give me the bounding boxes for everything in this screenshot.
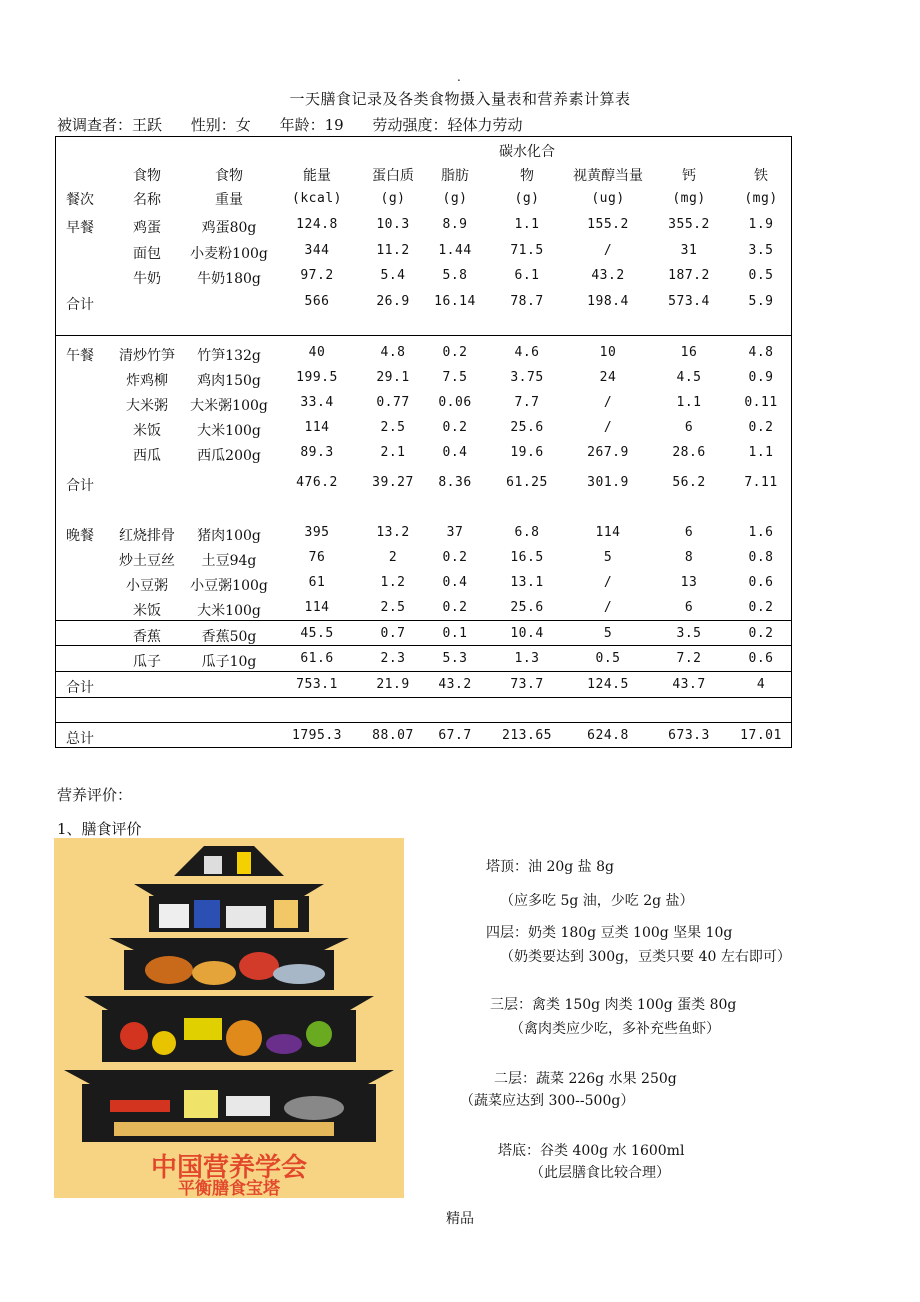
header-protein-1: 蛋白质 (372, 168, 414, 184)
table-cell-iron: 3.5 (748, 243, 774, 258)
header-calcium-1: 钙 (682, 168, 696, 184)
header-retinol-1: 视黄醇当量 (573, 168, 643, 184)
table-cell-retinol: 5 (603, 550, 613, 565)
subject-name: 被调查者：王跃 (57, 116, 163, 134)
table-cell-iron: 5.9 (748, 294, 774, 309)
table-cell-name: 小豆粥 (126, 578, 168, 594)
pyramid-legend-line: （奶类要达到 300g，豆类只要 40 左右即可） (500, 949, 791, 965)
header-food-name-2: 名称 (133, 192, 161, 208)
table-cell-energy: 199.5 (296, 370, 338, 385)
table-cell-fat: 43.2 (438, 677, 472, 692)
table-cell-energy: 476.2 (296, 475, 338, 490)
table-cell-energy: 33.4 (300, 395, 334, 410)
header-retinol-2: (ug) (591, 191, 625, 206)
table-cell-protein: 2.1 (380, 445, 406, 460)
table-cell-fat: 8.36 (438, 475, 472, 490)
table-cell-carb: 61.25 (506, 475, 548, 490)
table-cell-energy: 45.5 (300, 626, 334, 641)
table-cell-fat: 7.5 (442, 370, 468, 385)
table-cell-fat: 5.3 (442, 651, 468, 666)
table-cell-protein: 10.3 (376, 217, 410, 232)
table-cell-name: 米饭 (133, 603, 161, 619)
table-cell-meal: 午餐 (66, 348, 94, 364)
table-cell-calcium: 31 (680, 243, 698, 258)
table-cell-iron: 0.6 (748, 575, 774, 590)
table-cell-retinol: / (603, 395, 613, 410)
subject-gender: 性别：女 (190, 116, 251, 134)
table-cell-protein: 2.5 (380, 600, 406, 615)
table-cell-protein: 2 (388, 550, 398, 565)
table-cell-fat: 0.1 (442, 626, 468, 641)
table-cell-protein: 1.2 (380, 575, 406, 590)
table-cell-carb: 213.65 (502, 728, 552, 743)
table-cell-fat: 5.8 (442, 268, 468, 283)
table-cell-name: 红烧排骨 (119, 528, 175, 544)
table-cell-iron: 4.8 (748, 345, 774, 360)
table-cell-iron: 0.11 (744, 395, 778, 410)
table-cell-energy: 114 (304, 600, 330, 615)
table-cell-fat: 0.2 (442, 345, 468, 360)
table-cell-carb: 25.6 (510, 420, 544, 435)
header-fat-1: 脂肪 (441, 168, 469, 184)
divider-blank (56, 697, 791, 698)
page-title: 一天膳食记录及各类食物摄入量表和营养素计算表 (289, 90, 631, 108)
table-cell-name: 鸡蛋 (133, 220, 161, 236)
table-cell-meal: 合计 (66, 680, 94, 696)
table-cell-iron: 0.8 (748, 550, 774, 565)
table-cell-weight: 土豆94g (201, 553, 257, 569)
pyramid-legend-line: 三层：禽类 150g 肉类 100g 蛋类 80g (490, 997, 737, 1013)
table-cell-fat: 0.4 (442, 575, 468, 590)
table-cell-protein: 21.9 (376, 677, 410, 692)
table-cell-iron: 7.11 (744, 475, 778, 490)
table-cell-energy: 344 (304, 243, 330, 258)
divider-banana (56, 620, 791, 621)
footer-label: 精品 (446, 1211, 474, 1227)
table-cell-carb: 4.6 (514, 345, 540, 360)
table-cell-energy: 124.8 (296, 217, 338, 232)
table-cell-calcium: 355.2 (668, 217, 710, 232)
table-cell-carb: 3.75 (510, 370, 544, 385)
table-cell-protein: 88.07 (372, 728, 414, 743)
table-cell-fat: 0.2 (442, 420, 468, 435)
table-cell-energy: 61 (308, 575, 326, 590)
table-cell-iron: 1.9 (748, 217, 774, 232)
table-cell-energy: 114 (304, 420, 330, 435)
table-cell-energy: 76 (308, 550, 326, 565)
table-cell-carb: 73.7 (510, 677, 544, 692)
table-cell-energy: 566 (304, 294, 330, 309)
pyramid-legend-line: （应多吃 5g 油，少吃 2g 盐） (500, 893, 694, 909)
table-cell-name: 清炒竹笋 (119, 348, 175, 364)
table-cell-name: 米饭 (133, 423, 161, 439)
header-iron-1: 铁 (754, 168, 768, 184)
table-cell-retinol: 10 (599, 345, 617, 360)
table-cell-retinol: 124.5 (587, 677, 629, 692)
table-cell-retinol: 624.8 (587, 728, 629, 743)
table-cell-weight: 小麦粉100g (190, 246, 268, 262)
header-meal: 餐次 (66, 192, 94, 208)
table-cell-energy: 753.1 (296, 677, 338, 692)
table-cell-iron: 4 (756, 677, 766, 692)
table-cell-protein: 5.4 (380, 268, 406, 283)
table-cell-fat: 1.44 (438, 243, 472, 258)
table-cell-weight: 竹笋132g (197, 348, 261, 364)
table-cell-protein: 0.77 (376, 395, 410, 410)
table-cell-calcium: 28.6 (672, 445, 706, 460)
table-cell-retinol: / (603, 575, 613, 590)
pyramid-legend-line: 二层：蔬菜 226g 水果 250g (494, 1071, 677, 1087)
table-cell-carb: 19.6 (510, 445, 544, 460)
table-cell-calcium: 187.2 (668, 268, 710, 283)
table-cell-weight: 大米100g (197, 603, 261, 619)
table-cell-protein: 13.2 (376, 525, 410, 540)
pyramid-legend-line: （蔬菜应达到 300--500g） (460, 1093, 635, 1109)
table-cell-calcium: 6 (684, 600, 694, 615)
pyramid-legend-line: 四层：奶类 180g 豆类 100g 坚果 10g (486, 925, 733, 941)
table-cell-calcium: 43.7 (672, 677, 706, 692)
table-cell-retinol: 155.2 (587, 217, 629, 232)
table-cell-iron: 0.5 (748, 268, 774, 283)
table-cell-retinol: 5 (603, 626, 613, 641)
table-cell-fat: 0.2 (442, 550, 468, 565)
divider-dinner-total (56, 671, 791, 672)
table-cell-carb: 16.5 (510, 550, 544, 565)
pyramid-legend-line: 塔底：谷类 400g 水 1600ml (498, 1143, 685, 1159)
table-cell-calcium: 16 (680, 345, 698, 360)
table-cell-name: 面包 (133, 246, 161, 262)
table-cell-protein: 11.2 (376, 243, 410, 258)
table-cell-energy: 1795.3 (292, 728, 342, 743)
header-fat-2: (g) (442, 191, 468, 206)
table-cell-iron: 17.01 (740, 728, 782, 743)
table-cell-meal: 晚餐 (66, 528, 94, 544)
table-cell-retinol: / (603, 600, 613, 615)
table-cell-retinol: / (603, 420, 613, 435)
table-cell-retinol: 198.4 (587, 294, 629, 309)
table-cell-name: 西瓜 (133, 448, 161, 464)
table-cell-calcium: 673.3 (668, 728, 710, 743)
table-cell-iron: 0.2 (748, 600, 774, 615)
header-calcium-2: (mg) (672, 191, 706, 206)
table-cell-name: 炒土豆丝 (119, 553, 175, 569)
table-cell-fat: 16.14 (434, 294, 476, 309)
table-cell-weight: 鸡肉150g (197, 373, 261, 389)
header-carb-top: 碳水化合 (499, 144, 555, 160)
table-cell-meal: 合计 (66, 297, 94, 313)
table-cell-retinol: 0.5 (595, 651, 621, 666)
table-cell-retinol: 114 (595, 525, 621, 540)
table-cell-weight: 大米100g (197, 423, 261, 439)
header-dot: . (457, 70, 461, 84)
divider-grand-total (56, 722, 791, 723)
table-cell-carb: 78.7 (510, 294, 544, 309)
table-cell-fat: 67.7 (438, 728, 472, 743)
table-cell-carb: 6.8 (514, 525, 540, 540)
table-cell-iron: 0.9 (748, 370, 774, 385)
table-cell-protein: 4.8 (380, 345, 406, 360)
table-cell-weight: 西瓜200g (197, 448, 261, 464)
table-cell-iron: 1.1 (748, 445, 774, 460)
table-cell-calcium: 6 (684, 525, 694, 540)
table-cell-energy: 97.2 (300, 268, 334, 283)
header-energy-1: 能量 (303, 168, 331, 184)
table-cell-carb: 71.5 (510, 243, 544, 258)
table-cell-retinol: 24 (599, 370, 617, 385)
table-cell-name: 大米粥 (126, 398, 168, 414)
header-energy-2: (kcal) (292, 191, 342, 206)
table-cell-calcium: 573.4 (668, 294, 710, 309)
eval-heading: 营养评价： (57, 786, 133, 804)
table-cell-weight: 瓜子10g (201, 654, 257, 670)
table-cell-fat: 0.06 (438, 395, 472, 410)
table-cell-retinol: 267.9 (587, 445, 629, 460)
table-cell-calcium: 7.2 (676, 651, 702, 666)
table-cell-calcium: 1.1 (676, 395, 702, 410)
table-cell-calcium: 8 (684, 550, 694, 565)
table-cell-protein: 2.5 (380, 420, 406, 435)
food-pyramid-icon (54, 838, 404, 1198)
table-cell-calcium: 56.2 (672, 475, 706, 490)
table-cell-weight: 猪肉100g (197, 528, 261, 544)
table-cell-energy: 89.3 (300, 445, 334, 460)
table-cell-retinol: 43.2 (591, 268, 625, 283)
table-cell-fat: 37 (446, 525, 464, 540)
pyramid-legend-line: （禽肉类应少吃，多补充些鱼虾） (510, 1021, 720, 1037)
table-cell-energy: 40 (308, 345, 326, 360)
table-cell-protein: 26.9 (376, 294, 410, 309)
header-food-weight-2: 重量 (215, 192, 243, 208)
table-cell-energy: 395 (304, 525, 330, 540)
table-cell-retinol: / (603, 243, 613, 258)
table-cell-protein: 39.27 (372, 475, 414, 490)
table-cell-protein: 29.1 (376, 370, 410, 385)
subject-age: 年龄：19 (279, 116, 344, 134)
eval-subheading: 1、膳食评价 (57, 820, 142, 838)
table-cell-weight: 鸡蛋80g (201, 220, 257, 236)
table-cell-weight: 小豆粥100g (190, 578, 268, 594)
food-pyramid-image (54, 838, 404, 1198)
table-cell-carb: 10.4 (510, 626, 544, 641)
pyramid-legend-line: 塔顶：油 20g 盐 8g (486, 859, 614, 875)
table-cell-name: 香蕉 (133, 629, 161, 645)
divider-breakfast (56, 335, 791, 336)
table-cell-fat: 8.9 (442, 217, 468, 232)
table-cell-carb: 13.1 (510, 575, 544, 590)
header-iron-2: (mg) (744, 191, 778, 206)
header-carb-2: (g) (514, 191, 540, 206)
table-cell-meal: 总计 (66, 731, 94, 747)
table-cell-carb: 1.1 (514, 217, 540, 232)
table-cell-calcium: 13 (680, 575, 698, 590)
table-cell-iron: 0.2 (748, 626, 774, 641)
table-cell-protein: 0.7 (380, 626, 406, 641)
table-cell-name: 瓜子 (133, 654, 161, 670)
table-cell-retinol: 301.9 (587, 475, 629, 490)
table-cell-energy: 61.6 (300, 651, 334, 666)
pyramid-caption-label: 平衡膳食宝塔 (178, 1179, 280, 1198)
table-cell-carb: 6.1 (514, 268, 540, 283)
subject-info (57, 114, 546, 135)
header-protein-2: (g) (380, 191, 406, 206)
header-carb-1: 物 (520, 168, 534, 184)
table-cell-iron: 0.6 (748, 651, 774, 666)
table-cell-carb: 7.7 (514, 395, 540, 410)
table-cell-name: 牛奶 (133, 271, 161, 287)
table-cell-protein: 2.3 (380, 651, 406, 666)
table-cell-name: 炸鸡柳 (126, 373, 168, 389)
pyramid-org-label: 中国营养学会 (150, 1153, 308, 1183)
pyramid-legend-line: （此层膳食比较合理） (530, 1165, 670, 1181)
table-cell-iron: 1.6 (748, 525, 774, 540)
table-cell-calcium: 3.5 (676, 626, 702, 641)
header-food-name-1: 食物 (133, 168, 161, 184)
table-cell-calcium: 6 (684, 420, 694, 435)
table-cell-meal: 早餐 (66, 220, 94, 236)
subject-labor: 劳动强度：轻体力劳动 (372, 116, 523, 134)
table-cell-meal: 合计 (66, 478, 94, 494)
table-cell-carb: 1.3 (514, 651, 540, 666)
table-cell-fat: 0.4 (442, 445, 468, 460)
header-food-weight-1: 食物 (215, 168, 243, 184)
divider-seeds (56, 645, 791, 646)
table-cell-fat: 0.2 (442, 600, 468, 615)
table-cell-iron: 0.2 (748, 420, 774, 435)
table-cell-carb: 25.6 (510, 600, 544, 615)
table-cell-weight: 大米粥100g (190, 398, 268, 414)
table-cell-weight: 香蕉50g (201, 629, 257, 645)
diet-table (55, 136, 792, 748)
table-cell-weight: 牛奶180g (197, 271, 261, 287)
table-cell-calcium: 4.5 (676, 370, 702, 385)
